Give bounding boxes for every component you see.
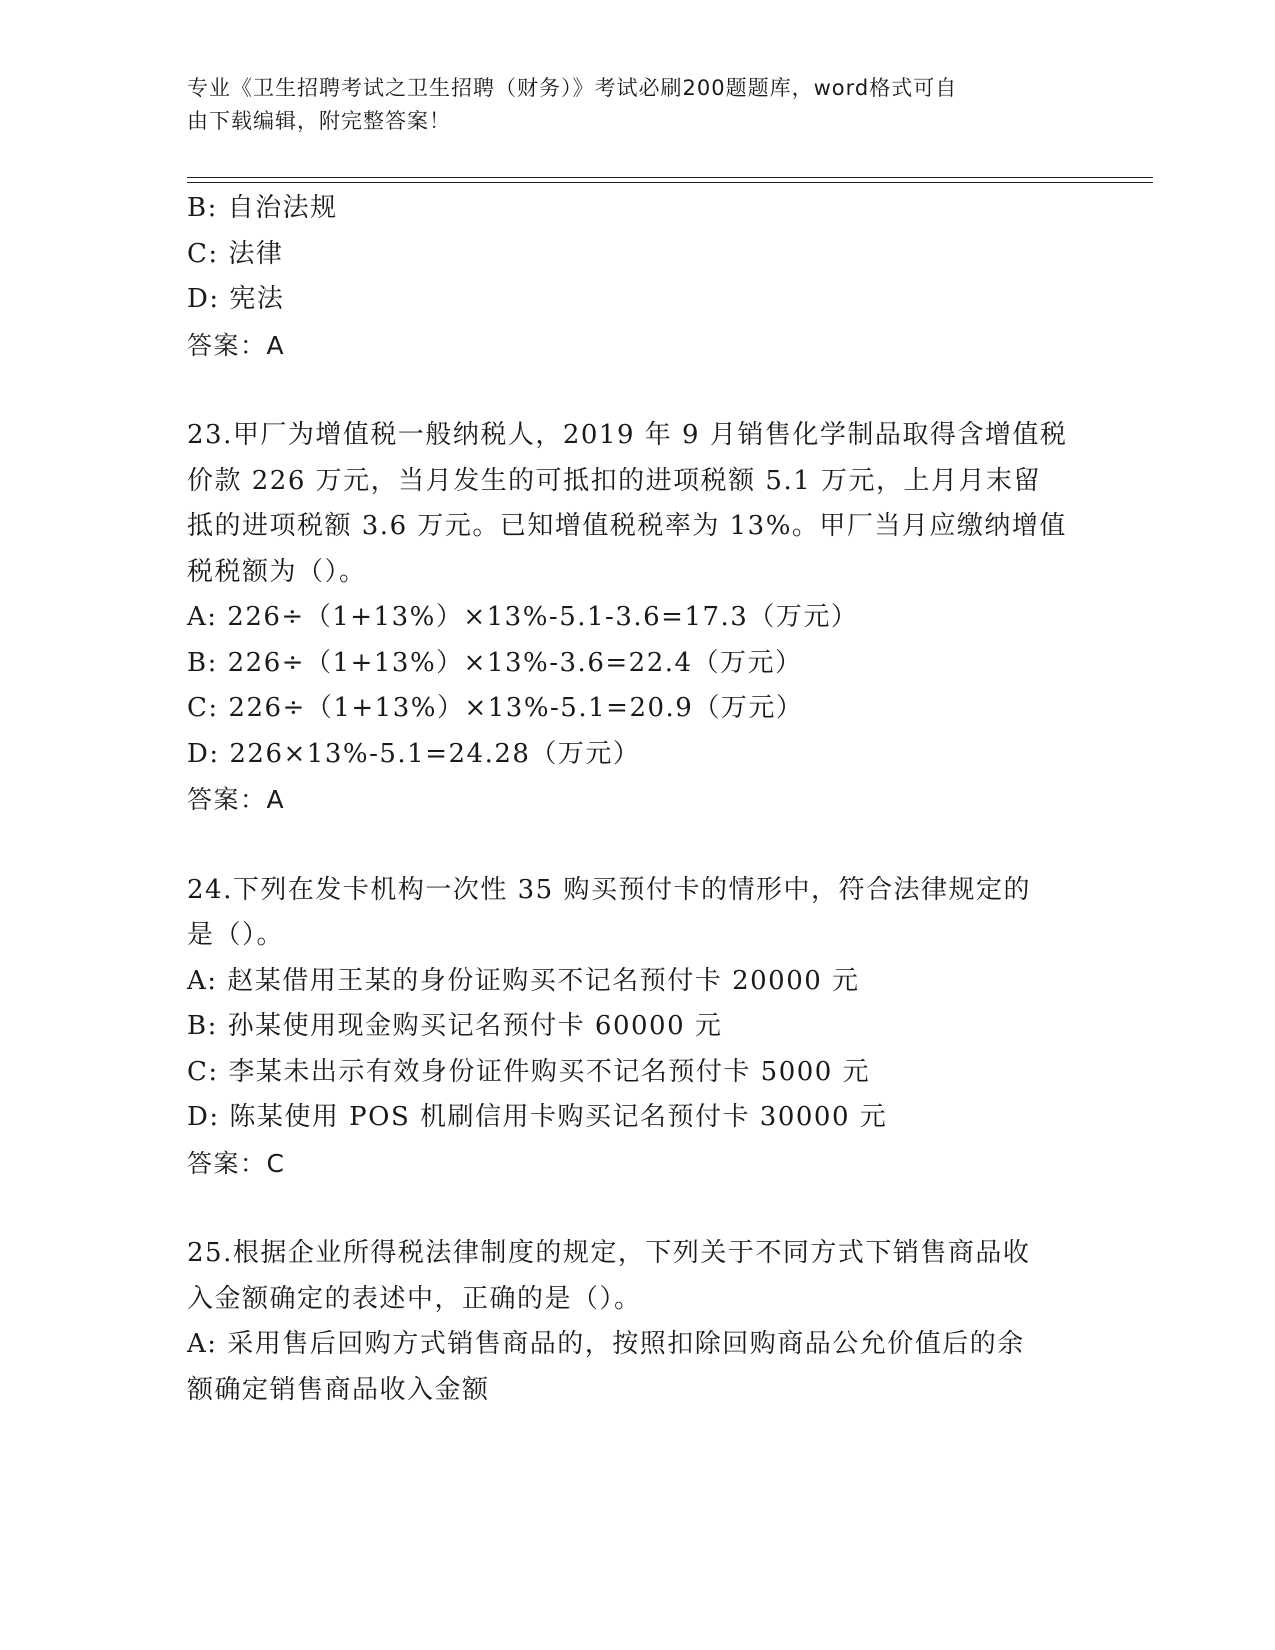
- question-24: [187, 868, 1087, 1187]
- q24-option-a: A: 赵某借用王某的身份证购买不记名预付卡 20000 元: [187, 965, 860, 996]
- q24-answer: 答案：C: [187, 1148, 286, 1178]
- header-divider-top: [187, 177, 1153, 178]
- q23-stem-line-1: 23.甲厂为增值税一般纳税人，2019 年 9 月销售化学制品取得含增值税: [187, 420, 1068, 450]
- q23-answer: 答案：A: [187, 785, 286, 814]
- spacer: [187, 368, 1087, 413]
- question-22-tail: [187, 186, 1087, 368]
- q24-option-d: D: 陈某使用 POS 机刷信用卡购买记名预付卡 30000 元: [187, 1102, 888, 1132]
- q22-option-d: D: 宪法: [187, 284, 285, 314]
- q23-stem-line-4: 税税额为（）。: [187, 556, 367, 587]
- header-line-2: 由下载编辑，附完整答案！: [187, 109, 451, 133]
- header-divider-bottom: [187, 182, 1153, 183]
- q23-option-a: A: 226÷（1+13%）×13%-5.1-3.6=17.3（万元）: [187, 602, 859, 632]
- q22-answer: 答案：A: [187, 330, 286, 360]
- spacer: [187, 1186, 1087, 1231]
- question-23: [187, 413, 1087, 823]
- q25-stem-line-1: 25.根据企业所得税法律制度的规定，下列关于不同方式下销售商品收: [187, 1238, 1031, 1268]
- q23-stem-line-3: 抵的进项税额 3.6 万元。已知增值税税率为 13%。甲厂当月应缴纳增值: [187, 511, 1067, 541]
- q25-option-a-line-2: 额确定销售商品收入金额: [187, 1374, 490, 1405]
- question-25: [187, 1231, 1087, 1413]
- q25-option-a-line-1: A: 采用售后回购方式销售商品的，按照扣除回购商品公允价值后的余: [187, 1329, 1025, 1359]
- q24-stem-line-1: 24.下列在发卡机构一次性 35 购买预付卡的情形中，符合法律规定的: [187, 874, 1031, 905]
- q24-option-b: B: 孙某使用现金购买记名预付卡 60000 元: [187, 1011, 723, 1041]
- q23-option-d: D: 226×13%-5.1=24.28（万元）: [187, 738, 641, 769]
- q22-option-b: B: 自治法规: [187, 193, 338, 223]
- question-content: [187, 186, 1087, 1413]
- page-header: [187, 72, 1067, 138]
- q25-stem-line-2: 入金额确定的表述中，正确的是（）。: [187, 1283, 642, 1314]
- header-line-1: 专业《卫生招聘考试之卫生招聘（财务）》考试必刷200题题库，word格式可自: [187, 76, 958, 100]
- q23-stem-line-2: 价款 226 万元，当月发生的可抵扣的进项税额 5.1 万元，上月月末留: [187, 465, 1042, 496]
- q22-option-c: C: 法律: [187, 238, 284, 269]
- q23-option-c: C: 226÷（1+13%）×13%-5.1=20.9（万元）: [187, 693, 804, 723]
- spacer: [187, 823, 1087, 868]
- q23-option-b: B: 226÷（1+13%）×13%-3.6=22.4（万元）: [187, 647, 803, 678]
- q24-option-c: C: 李某未出示有效身份证件购买不记名预付卡 5000 元: [187, 1056, 871, 1087]
- q24-stem-line-2: 是（）。: [187, 920, 285, 950]
